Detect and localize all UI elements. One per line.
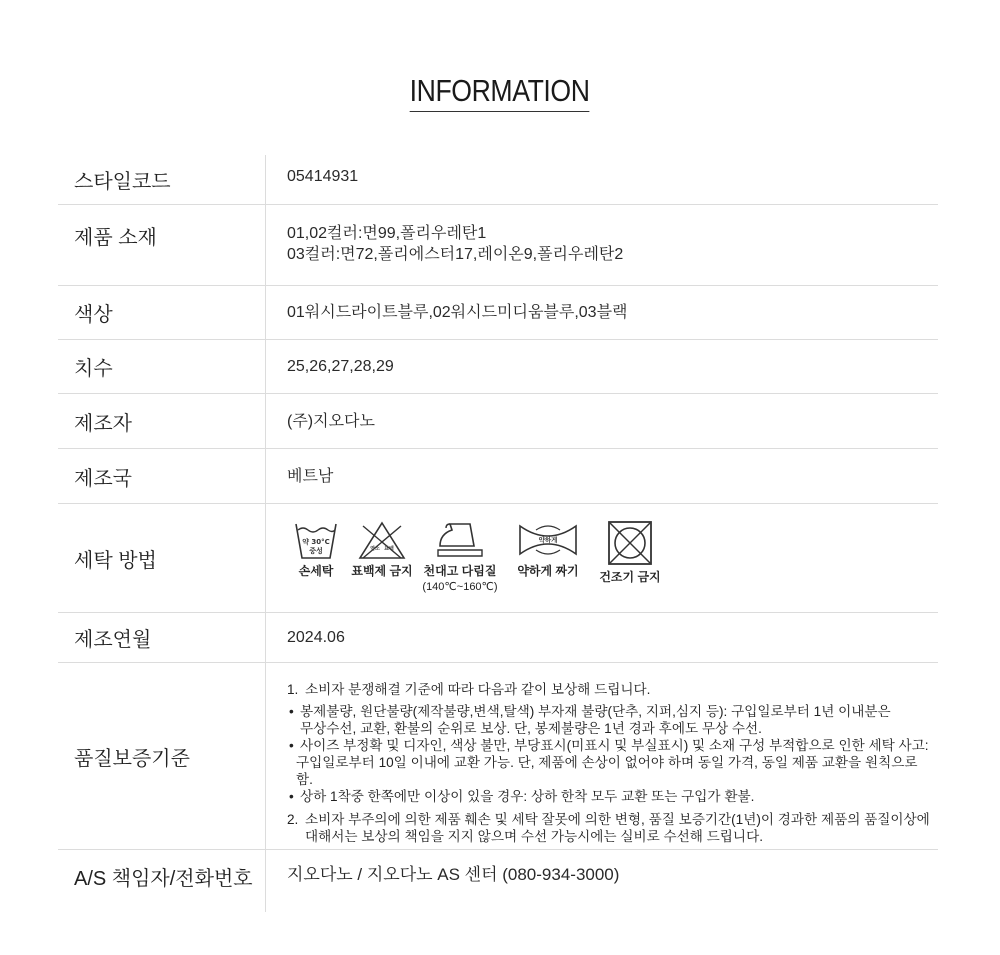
iron-caption-temp: (140℃~160℃)	[422, 580, 498, 593]
no-bleach-text-1: 염소	[370, 545, 380, 552]
quality-item-1	[287, 681, 938, 698]
item-number: 1.	[287, 682, 299, 697]
iron-caption-main: 천대고 다림질	[423, 563, 497, 578]
iron-cloth-icon	[436, 520, 484, 560]
row-label: 제조국	[58, 449, 266, 503]
quality-item-2	[287, 811, 938, 845]
gentle-wring-item	[513, 520, 583, 579]
row-label: 제조자	[58, 394, 266, 448]
row-maker	[58, 394, 938, 449]
row-value	[266, 504, 938, 612]
country-value: 베트남	[287, 467, 334, 485]
title-wrap	[0, 72, 1000, 112]
row-label: 스타일코드	[58, 155, 266, 204]
row-quality	[58, 663, 938, 850]
no-tumble-dry-caption: 건조기 금지	[599, 569, 661, 584]
item-number: 2.	[287, 812, 299, 827]
date-value: 2024.06	[287, 629, 345, 646]
color-value: 01워시드라이트블루,02워시드미디움블루,03블랙	[287, 304, 628, 321]
quality-item-2-line-1: 소비자 부주의에 의한 제품 훼손 및 세탁 잘못에 의한 변형, 품질 보증기간(1년)이 경과한 제품의 품질이상에	[305, 812, 930, 827]
bullet-mark: •	[289, 738, 294, 753]
bullet-mark: •	[289, 789, 294, 804]
style-code-value: 05414931	[287, 168, 359, 185]
row-country	[58, 449, 938, 504]
row-size	[58, 340, 938, 394]
bullet-line: 구입일로부터 10일 이내에 교환 가능. 단, 제품에 손상이 없어야 하며 동일 가격, 동일 제품 교환을 원칙으로 함.	[296, 755, 918, 787]
bullet-line: 봉제불량, 원단불량(제작불량,변색,탈색) 부자재 불량(단추, 지퍼,심지 등): 구입일로부터 1년 이내분은	[300, 704, 891, 719]
row-label: 치수	[58, 340, 266, 393]
row-washing	[58, 504, 938, 613]
page-title: INFORMATION	[410, 72, 590, 112]
quality-bullet	[287, 788, 938, 805]
row-value	[266, 205, 938, 285]
row-label: A/S 책임자/전화번호	[58, 850, 266, 912]
as-contact-value: 지오다노 / 지오다노 AS 센터 (080-934-3000)	[287, 865, 620, 884]
size-value: 25,26,27,28,29	[287, 358, 394, 375]
no-bleach-text-2: 표백	[384, 545, 394, 552]
row-value	[266, 663, 938, 849]
row-as-contact	[58, 850, 938, 912]
row-material	[58, 205, 938, 286]
hand-wash-icon	[294, 520, 338, 560]
bullet-line: 무상수선, 교환, 환불의 순위로 보상. 단, 봉제불량은 1년 경과 후에도 무상 수선.	[300, 721, 762, 736]
info-table	[58, 155, 938, 912]
no-tumble-dry-icon	[607, 520, 653, 566]
gentle-wring-text: 약하게	[538, 535, 558, 544]
bullet-line: 상하 1착중 한쪽에만 이상이 있을 경우: 상하 한착 모두 교환 또는 구입가 환불.	[300, 789, 755, 804]
bullet-mark: •	[289, 704, 294, 719]
row-value	[266, 394, 938, 448]
quality-item-1-text: 소비자 분쟁해결 기준에 따라 다음과 같이 보상해 드립니다.	[305, 682, 651, 697]
hand-wash-temp: 약 30°C	[302, 537, 330, 546]
row-label: 세탁 방법	[58, 504, 266, 612]
material-line-1: 01,02컬러:면99,폴리우레탄1	[287, 225, 487, 242]
row-value	[266, 155, 938, 204]
material-line-2: 03컬러:면72,폴리에스터17,레이온9,폴리우레탄2	[287, 246, 624, 263]
no-bleach-item	[353, 520, 411, 579]
gentle-wring-icon	[518, 520, 578, 560]
hand-wash-detergent: 중성	[309, 546, 323, 555]
row-label: 색상	[58, 286, 266, 339]
row-value	[266, 340, 938, 393]
quality-bullet	[287, 703, 938, 737]
gentle-wring-caption: 약하게 짜기	[517, 563, 579, 578]
row-label: 품질보증기준	[58, 663, 266, 849]
row-color	[58, 286, 938, 340]
row-style-code	[58, 155, 938, 205]
row-value	[266, 449, 938, 503]
iron-caption	[422, 564, 497, 595]
washing-icons	[287, 520, 938, 595]
iron-item	[419, 520, 501, 595]
no-tumble-dry-item	[595, 520, 665, 585]
row-value	[266, 286, 938, 339]
maker-value: (주)지오다노	[287, 412, 375, 430]
row-manufacture-date	[58, 613, 938, 663]
row-label: 제조연월	[58, 613, 266, 662]
quality-bullet	[287, 737, 938, 788]
no-bleach-icon	[357, 520, 407, 560]
row-label: 제품 소재	[58, 205, 266, 285]
row-value	[266, 613, 938, 662]
no-bleach-caption: 표백제 금지	[351, 563, 413, 578]
quality-item-2-line-2: 대해서는 보상의 책임을 지지 않으며 수선 가능시에는 실비로 수선해 드립니다.	[305, 829, 763, 844]
hand-wash-item	[287, 520, 345, 579]
hand-wash-caption: 손세탁	[298, 563, 334, 578]
bullet-line: 사이즈 부정확 및 디자인, 색상 불만, 부당표시(미표시 및 부실표시) 및 소재 구성 부적합으로 인한 세탁 사고:	[300, 738, 929, 753]
row-value	[266, 850, 938, 912]
